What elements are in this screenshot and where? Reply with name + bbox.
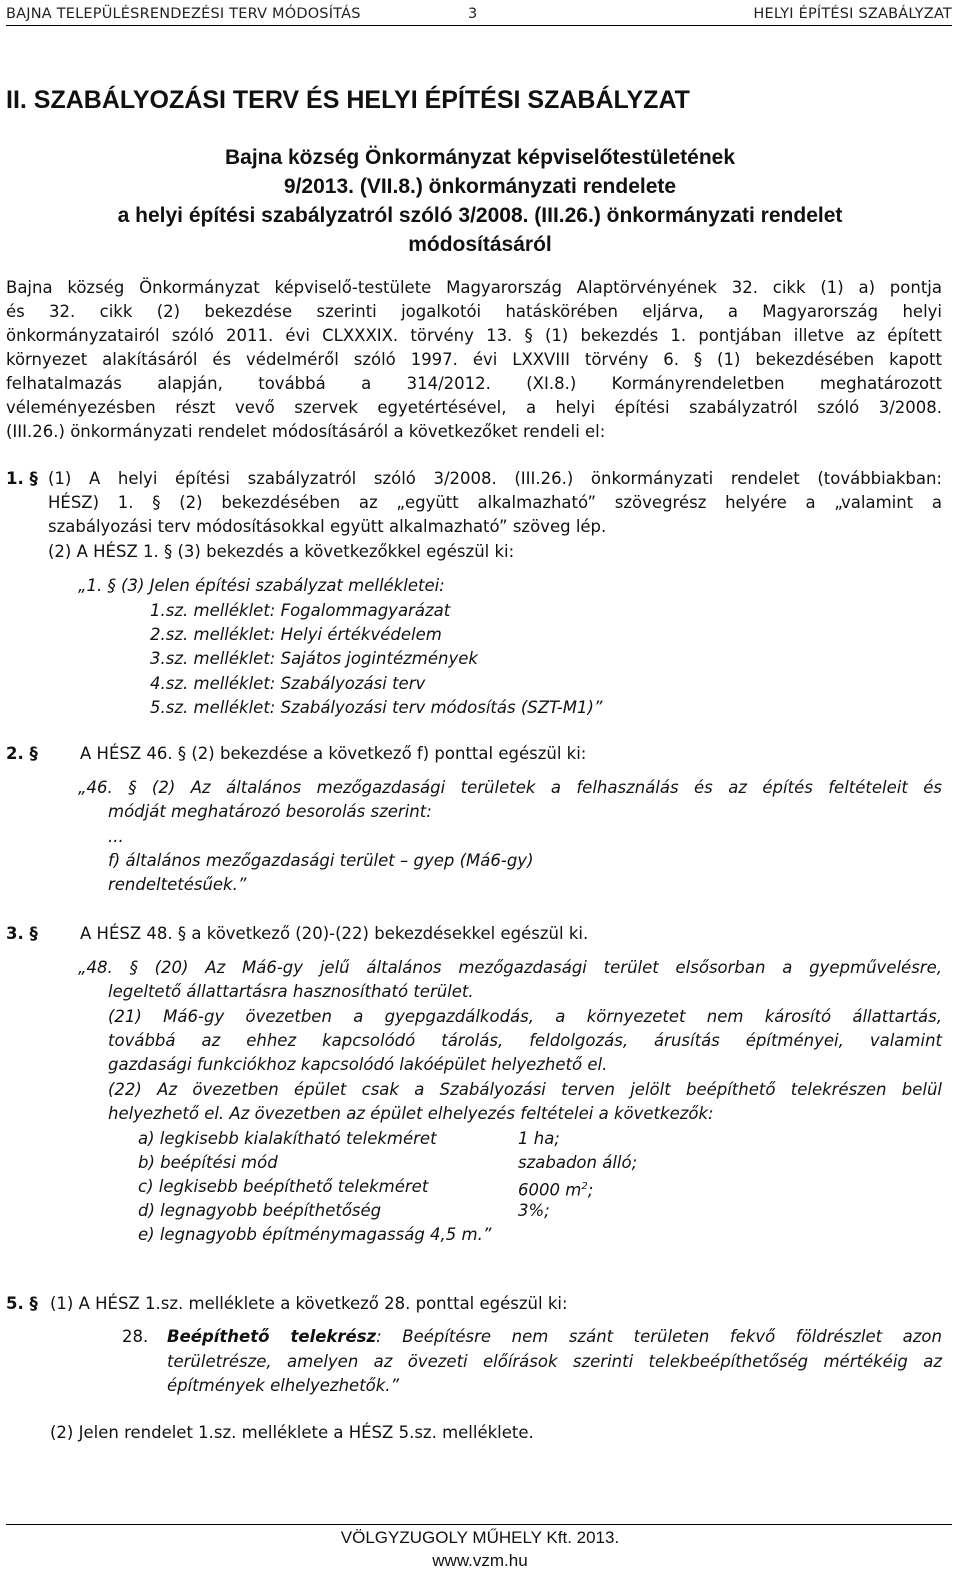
section-5-p1: (1) A HÉSZ 1.sz. melléklete a következő 28. ponttal egészül ki: <box>50 1294 568 1313</box>
condition-label: b) beépítési mód <box>138 1153 278 1172</box>
section-1-p1-line-3: szabályozási terv módosításokkal együtt alkalmazható” szöveg lép. <box>48 517 607 536</box>
section-2-number: 2. § <box>6 744 38 763</box>
header-rule <box>6 25 952 26</box>
annex-item: 3.sz. melléklet: Sajátos jogintézmények <box>150 649 478 668</box>
condition-value-text: 6000 m <box>518 1180 582 1200</box>
header-right: HELYI ÉPÍTÉSI SZABÁLYZAT <box>753 6 952 22</box>
section-3-quote-line-6: (22) Az övezetben épület csak a Szabályozási terven jelölt beépíthető telekrészen belül <box>108 1080 942 1099</box>
section-2-quote-line-2: módját meghatározó besorolás szerint: <box>108 802 432 821</box>
section-3-quote-line-1: „48. § (20) Az Má6-gy jelű általános mezőgazdasági terület elsősorban a gyepművelésre, <box>78 958 942 977</box>
section-1-p1-line-2: HÉSZ) 1. § (2) bekezdésében az „együtt alkalmazható” szövegrész helyére a „valamint a <box>48 493 942 512</box>
preamble-line-2: és 32. cikk (2) bekezdése szerinti jogalkotói hatáskörében eljárva, a Magyarország helyi <box>6 302 942 321</box>
condition-label: a) legkisebb kialakítható telekméret <box>138 1129 437 1148</box>
section-5-p2: (2) Jelen rendelet 1.sz. melléklete a HÉSZ 5.sz. melléklete. <box>50 1423 534 1442</box>
section-2-quote-line-4: f) általános mezőgazdasági terület – gyep (Má6-gy) <box>108 851 534 870</box>
definition-line-2: területrésze, amelyen az övezeti előírások szerinti telekbeépíthetőség mértékéig az <box>167 1352 942 1371</box>
annex-item: 5.sz. melléklet: Szabályozási terv módosítás (SZT-M1)” <box>150 698 603 717</box>
section-3-quote-line-3: (21) Má6-gy övezetben a gyepgazdálkodás, a környezetet nem károsító állattartás, <box>108 1007 942 1026</box>
header-left: BAJNA TELEPÜLÉSRENDEZÉSI TERV MÓDOSÍTÁS <box>6 6 361 22</box>
section-3-quote-line-4: továbbá az ehhez kapcsolódó tárolás, feldolgozás, árusítás építményei, valamint <box>108 1031 942 1050</box>
condition-label: c) legkisebb beépíthető telekméret <box>138 1177 429 1196</box>
definition-line-3: építmények elhelyezhetők.” <box>167 1376 400 1395</box>
section-2-text: A HÉSZ 46. § (2) bekezdése a következő f) ponttal egészül ki: <box>80 744 587 763</box>
subtitle-line-2: 9/2013. (VII.8.) önkormányzati rendelete <box>283 175 677 198</box>
condition-value: szabadon álló; <box>518 1153 638 1172</box>
section-1-quote-head: „1. § (3) Jelen építési szabályzat mellékletei: <box>78 576 445 595</box>
definition-text: : Beépítésre nem szánt területen fekvő földrészlet azon <box>376 1327 942 1346</box>
section-2-quote-line-3: ... <box>108 827 124 846</box>
section-3-quote-line-5: gazdasági funkciókhoz kapcsolódó lakóépület helyezhető el. <box>108 1055 608 1074</box>
section-3-text: A HÉSZ 48. § a következő (20)-(22) bekezdésekkel egészül ki. <box>80 924 589 943</box>
condition-label: e) legnagyobb építménymagasság 4,5 m.” <box>138 1225 492 1244</box>
section-5-number: 5. § <box>6 1294 38 1313</box>
preamble-line-3: önkormányzatairól szóló 2011. évi CLXXXIX. törvény 13. § (1) bekezdés 1. pontjában illetve az épített <box>6 326 942 345</box>
section-2-quote-line-5: rendeltetésűek.” <box>108 875 247 894</box>
preamble-line-6: véleményezésben részt vevő szervek egyetértésével, a helyi építési szabályzatról szóló 3/2008. <box>6 398 942 417</box>
section-1-p1-line-1: (1) A helyi építési szabályzatról szóló 3/2008. (III.26.) önkormányzati rendelet (továbbiakban: <box>48 469 942 488</box>
page-title: II. SZABÁLYOZÁSI TERV ÉS HELYI ÉPÍTÉSI SZABÁLYZAT <box>6 86 690 114</box>
section-1-number: 1. § <box>6 469 38 488</box>
preamble-line-4: környezet alakításáról és védelméről szóló 1997. évi LXXVIII törvény 6. § (1) bekezdésében kapott <box>6 350 942 369</box>
condition-value: 3%; <box>518 1201 550 1220</box>
preamble-line-7: (III.26.) önkormányzati rendelet módosításáról a következőket rendeli el: <box>6 422 606 441</box>
section-3-quote-line-2: legeltető állattartásra hasznosítható terület. <box>108 982 474 1001</box>
footer-rule <box>6 1524 952 1525</box>
subtitle-line-4: módosításáról <box>408 233 552 256</box>
section-2-quote-line-1: „46. § (2) Az általános mezőgazdasági területek a felhasználás és az építés feltételeit és <box>78 778 942 797</box>
condition-value: 1 ha; <box>518 1129 560 1148</box>
preamble-line-1: Bajna község Önkormányzat képviselő-testülete Magyarország Alaptörvényének 32. cikk (1) a) pontja <box>6 278 942 297</box>
subtitle-line-3: a helyi építési szabályzatról szóló 3/2008. (III.26.) önkormányzati rendelet <box>117 204 843 227</box>
annex-item: 2.sz. melléklet: Helyi értékvédelem <box>150 625 442 644</box>
preamble-line-5: felhatalmazás alapján, továbbá a 314/2012. (XI.8.) Kormányrendeletben meghatározott <box>6 374 942 393</box>
definition-number: 28. <box>122 1327 149 1346</box>
annex-item: 1.sz. melléklet: Fogalommagyarázat <box>150 601 451 620</box>
subtitle-line-1: Bajna község Önkormányzat képviselőtestületének <box>224 146 736 169</box>
section-3-number: 3. § <box>6 924 38 943</box>
footer-company: VÖLGYZUGOLY MŰHELY Kft. 2013. <box>340 1528 620 1547</box>
definition-term: Beépíthető telekrész <box>167 1327 377 1346</box>
condition-value-end: ; <box>587 1180 594 1200</box>
section-1-p2: (2) A HÉSZ 1. § (3) bekezdés a következőkkel egészül ki: <box>48 542 515 561</box>
header-page-number: 3 <box>468 6 478 22</box>
annex-item: 4.sz. melléklet: Szabályozási terv <box>150 674 426 693</box>
footer-website[interactable]: www.vzm.hu <box>432 1551 528 1570</box>
section-3-quote-line-7: helyezhető el. Az övezetben az épület elhelyezés feltételei a következők: <box>108 1104 714 1123</box>
condition-label: d) legnagyobb beépíthetőség <box>138 1201 382 1220</box>
condition-value-sup: 2 <box>581 1181 588 1192</box>
definition-line-1 <box>167 1325 942 1349</box>
